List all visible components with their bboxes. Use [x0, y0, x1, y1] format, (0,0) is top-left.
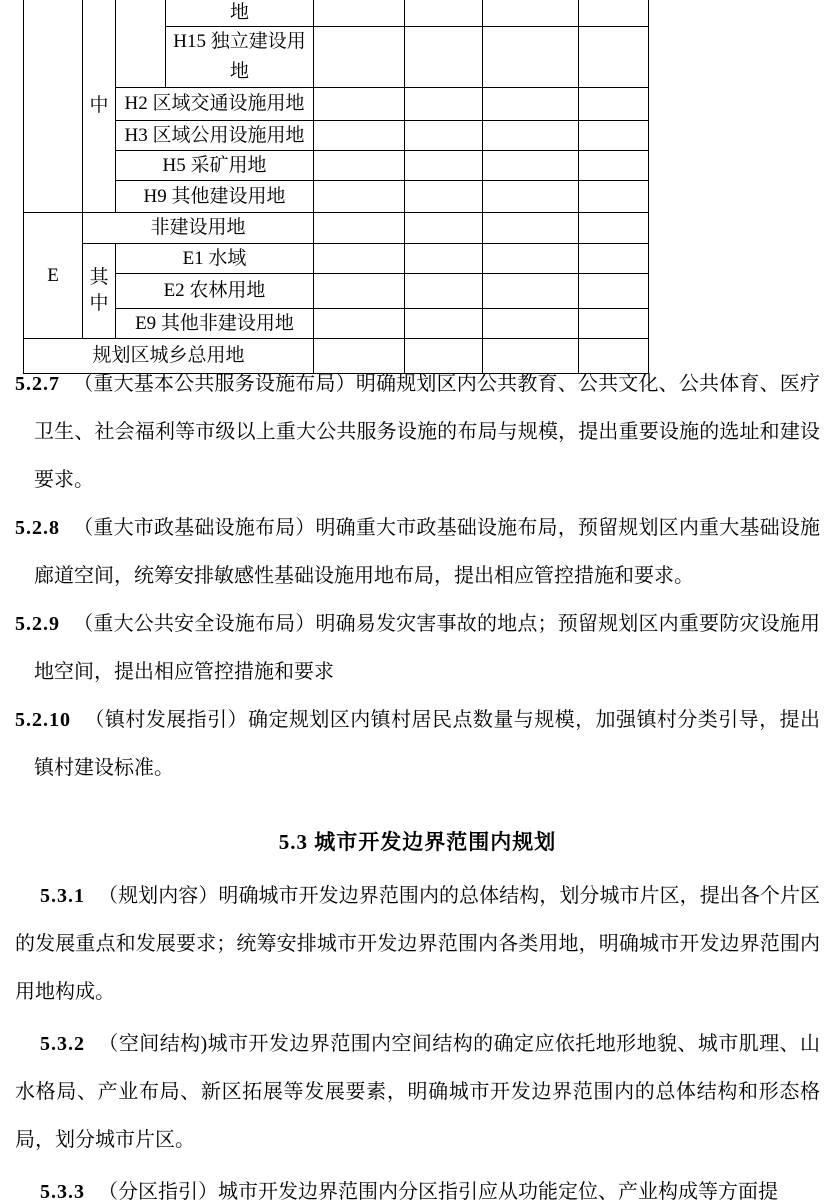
- clause-number: 5.2.7: [15, 373, 60, 395]
- table-data-cell-empty: [405, 213, 483, 244]
- table-row: [24, 181, 649, 213]
- clause-5-3-2: [15, 1020, 820, 1164]
- clause-text: （重大公共安全设施布局）明确易发灾害事故的地点；预留规划区内重要防灾设施用地空间，提出相应管控措施和要求: [34, 613, 820, 683]
- clause-5-3-3-clipped: [15, 1168, 820, 1200]
- table-cell-label-partial: 地: [166, 0, 314, 27]
- clause-text: （重大基本公共服务设施布局）明确规划区内公共教育、公共文化、公共体育、医疗卫生、社会福利等市级以上重大公共服务设施的布局与规模，提出重要设施的选址和建设要求。: [34, 373, 820, 491]
- table-cell-label-h15: H15 独立建设用地: [166, 27, 314, 88]
- clause-5-2-8: [15, 504, 820, 600]
- clause-number: 5.2.10: [15, 709, 71, 731]
- clause-number: 5.3.2: [40, 1033, 85, 1055]
- table-cell-qizhong-partial: 中: [83, 0, 116, 213]
- table-cell-label-non-construction: 非建设用地: [83, 213, 314, 244]
- table-data-cell-empty: [314, 121, 405, 151]
- table-cell-label-h9: H9 其他建设用地: [116, 181, 314, 213]
- clause-5-3-1: [15, 872, 820, 1016]
- document-body: [15, 360, 820, 1200]
- table-data-cell-empty: [405, 88, 483, 121]
- table-data-cell-empty: [579, 181, 649, 213]
- table-data-cell-empty: [314, 244, 405, 274]
- table-data-cell-empty: [579, 0, 649, 27]
- table-data-cell-empty: [314, 213, 405, 244]
- table-data-cell-empty: [579, 88, 649, 121]
- table-data-cell-empty: [483, 151, 579, 181]
- table-row: [24, 0, 649, 27]
- table-row: [24, 151, 649, 181]
- table-cell-nested-empty: [116, 0, 166, 88]
- table-row: [24, 88, 649, 121]
- table-cell-label-e1: E1 水域: [116, 244, 314, 274]
- section-heading-5-3: 5.3 城市开发边界范围内规划: [278, 830, 557, 854]
- table-cell-e-letter: E: [24, 213, 83, 339]
- table-row: [24, 244, 649, 274]
- table-data-cell-empty: [405, 121, 483, 151]
- clause-number: 5.2.8: [15, 517, 60, 539]
- table-data-cell-empty: [483, 274, 579, 309]
- table-data-cell-empty: [483, 244, 579, 274]
- table-data-cell-empty: [405, 0, 483, 27]
- table-data-cell-empty: [579, 121, 649, 151]
- table-cell-label-total: 规划区城乡总用地: [24, 339, 314, 374]
- table-cell-h-letter-clipped: [24, 0, 83, 213]
- table-data-cell-empty: [405, 27, 483, 88]
- table-data-cell-empty: [579, 151, 649, 181]
- table-data-cell-empty: [483, 27, 579, 88]
- table-data-cell-empty: [405, 181, 483, 213]
- table-data-cell-empty: [405, 151, 483, 181]
- table-data-cell-empty: [483, 0, 579, 27]
- table-data-cell-empty: [314, 274, 405, 309]
- table-row: [24, 213, 649, 244]
- table-data-cell-empty: [314, 88, 405, 121]
- clause-text: （重大市政基础设施布局）明确重大市政基础设施布局，预留规划区内重大基础设施廊道空间，统筹安排敏感性基础设施用地布局，提出相应管控措施和要求。: [34, 517, 820, 587]
- clause-text: （分区指引）城市开发边界范围内分区指引应从功能定位、产业构成等方面提: [98, 1181, 778, 1200]
- table-data-cell-empty: [314, 309, 405, 339]
- clause-number: 5.2.9: [15, 613, 60, 635]
- table-row: [24, 309, 649, 339]
- table-row: [24, 121, 649, 151]
- table-cell-label-e2: E2 农林用地: [116, 274, 314, 309]
- land-use-table: [23, 0, 649, 374]
- table-data-cell-empty: [483, 181, 579, 213]
- clause-number: 5.3.3: [40, 1181, 85, 1200]
- table-cell-label-e9: E9 其他非建设用地: [116, 309, 314, 339]
- table-cell-e-qizhong: 其中: [83, 244, 116, 339]
- clause-number: 5.3.1: [40, 885, 85, 907]
- land-use-table-grid: [23, 0, 649, 374]
- table-cell-label-h3: H3 区域公用设施用地: [116, 121, 314, 151]
- clause-text: （空间结构)城市开发边界范围内空间结构的确定应依托地形地貌、城市肌理、山水格局、产业布局、新区拓展等发展要素，明确城市开发边界范围内的总体结构和形态格局，划分城市片区。: [15, 1033, 820, 1151]
- clause-text: （镇村发展指引）确定规划区内镇村居民点数量与规模，加强镇村分类引导，提出镇村建设标准。: [34, 709, 820, 779]
- table-data-cell-empty: [579, 309, 649, 339]
- table-data-cell-empty: [579, 213, 649, 244]
- table-data-cell-empty: [314, 181, 405, 213]
- table-data-cell-empty: [314, 0, 405, 27]
- table-cell-label-h5: H5 采矿用地: [116, 151, 314, 181]
- clause-5-2-10: [15, 696, 820, 792]
- table-data-cell-empty: [483, 309, 579, 339]
- table-data-cell-empty: [405, 309, 483, 339]
- clause-text: （规划内容）明确城市开发边界范围内的总体结构，划分城市片区，提出各个片区的发展重点和发展要求；统筹安排城市开发边界范围内各类用地，明确城市开发边界范围内用地构成。: [15, 885, 820, 1003]
- table-data-cell-empty: [405, 274, 483, 309]
- table-data-cell-empty: [579, 27, 649, 88]
- clause-5-2-9: [15, 600, 820, 696]
- table-data-cell-empty: [483, 121, 579, 151]
- table-data-cell-empty: [579, 274, 649, 309]
- table-data-cell-empty: [314, 151, 405, 181]
- table-data-cell-empty: [314, 27, 405, 88]
- table-cell-label-h2: H2 区域交通设施用地: [116, 88, 314, 121]
- clause-5-2-7: [15, 360, 820, 504]
- table-data-cell-empty: [405, 244, 483, 274]
- table-row: [24, 274, 649, 309]
- table-data-cell-empty: [579, 244, 649, 274]
- table-data-cell-empty: [483, 213, 579, 244]
- table-data-cell-empty: [483, 88, 579, 121]
